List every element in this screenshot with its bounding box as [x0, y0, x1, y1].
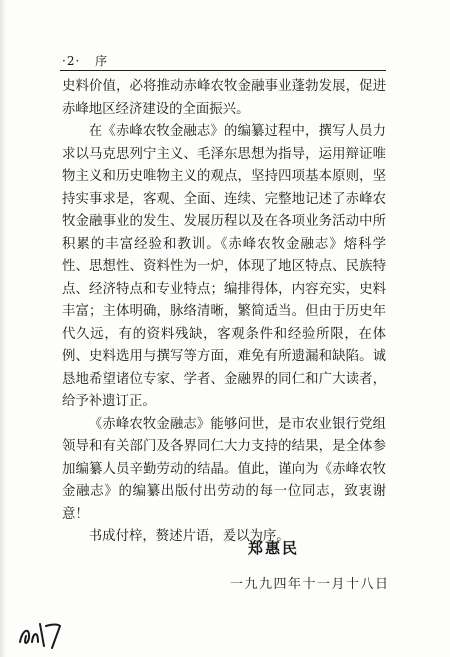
- author-signature: 郑惠民: [248, 539, 300, 557]
- handwritten-annotation-icon: [14, 612, 66, 652]
- paragraph-continued: 史料价值，必将推动赤峰农牧金融事业蓬勃发展，促进赤峰地区经济建设的全面振兴。: [62, 79, 386, 117]
- page-edge-shadow: [0, 0, 6, 657]
- page-number: ·2·: [62, 54, 81, 68]
- section-title: 序: [95, 54, 109, 68]
- page-header: [62, 52, 108, 69]
- signature-date: 一九九四年十一月十八日: [230, 577, 390, 592]
- paragraph: 《赤峰农牧金融志》能够问世，是市农业银行党组领导和有关部门及各界同仁大力支持的结果，是全体参加编纂人员辛勤劳动的结晶。值此，谨向为《赤峰农牧金融志》的编纂出版付出劳动的每一位同志，致衷谢意！: [62, 416, 386, 522]
- paragraph: 书成付梓，赘述片语，爰以为序。: [88, 529, 290, 544]
- header-rule: [60, 70, 386, 71]
- paragraph: 在《赤峰农牧金融志》的编纂过程中，撰写人员力求以马克思列宁主义、毛泽东思想为指导，运用辩证唯物主义和历史唯物主义的观点，坚持四项基本原则，坚持实事求是，客观、全面、连续、完整地记述了赤峰农牧金融事业的发生、发展历程以及在各项业务活动中所积累的丰富经验和教训。《赤峰农牧金融志》熔科学性、思想性、资料性为一炉，体现了地区特点、民族特点、经济特点和专业特点；编排得体，内容充实，史料丰富；主体明确，脉络清晰，繁简适当。但由于历史年代久远，有的资料残缺，客观条件和经验所限，在体例、史料选用与撰写等方面，难免有所遗漏和缺陷。诚恳地希望诸位专家、学者、金融界的同仁和广大读者，给予补遗订正。: [62, 124, 386, 409]
- preface-body: [62, 76, 386, 549]
